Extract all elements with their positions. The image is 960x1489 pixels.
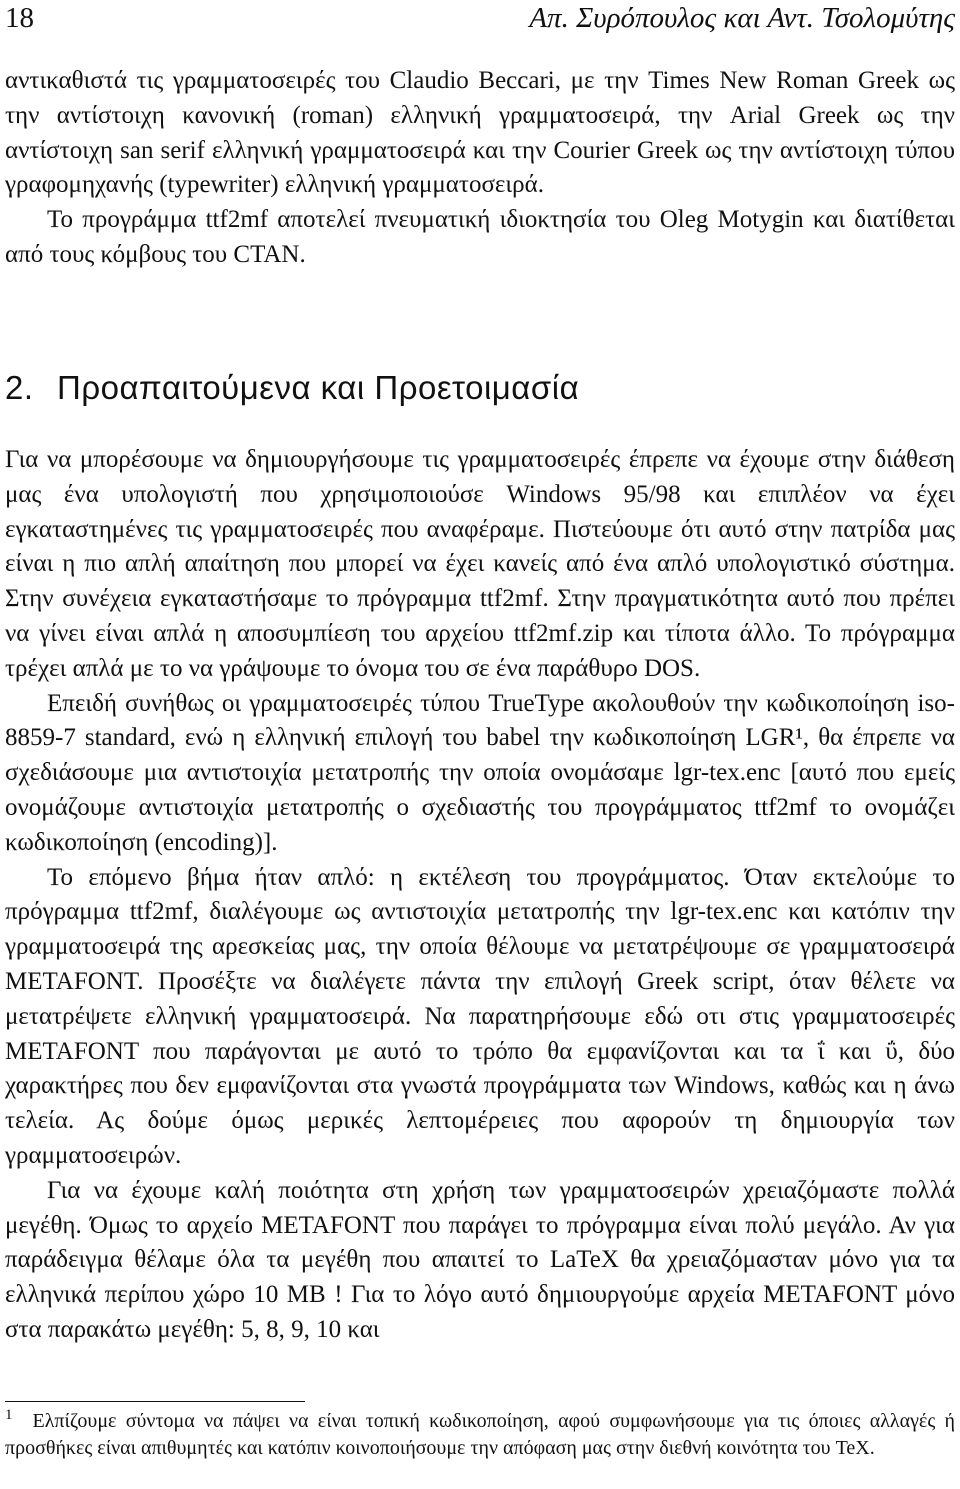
page-header [5,0,955,36]
paragraph-font-sizes: Για να έχουμε καλή ποιότητα στη χρήση των γραμματοσειρών χρειαζόμαστε πολλά μεγέθη. Όμως το αρχείο METAFONT που παράγει το πρόγραμμα είναι πολύ μεγάλο. Αν για παράδειγμα θέλαμε όλα τα μεγέθη που απαιτεί το LaTeX θα χρειαζόμασταν μόνο για τα ελληνικά περίπου χώρο 10 MB ! Για το λόγο αυτό δημιουργούμε αρχεία METAFONT μόνο στα παρακάτω μεγέθη: 5, 8, 9, 10 και [5,1176,955,1343]
section-number: 2. [5,369,34,406]
footnote [5,1408,955,1462]
footnotes [5,1408,955,1462]
intro-text [5,64,955,273]
running-head-authors: Απ. Συρόπουλος και Αντ. Τσολομύτης [529,2,955,34]
footnote-rule [5,1401,305,1402]
paragraph-encoding: Επειδή συνήθως οι γραμματοσειρές τύπου TrueType ακολουθούν την κωδικοποίηση iso-8859-7 standard, ενώ η ελληνική επιλογή του babel την κωδικοποίηση LGR¹, θα έπρεπε να σχεδιάσουμε μια αντιστοιχία μετατροπής την οποία ονομάσαμε lgr-tex.enc [αυτό που εμείς ονομάζουμε αντιστοιχία μετατροπής ο σχεδιαστής του προγράμματος ttf2mf το ονομάζει κωδικοποίηση (encoding)]. [5,689,955,856]
footnote-marker: 1 [5,1407,13,1423]
section-title: Προαπαιτούμενα και Προετοιμασία [57,369,580,406]
section-body [5,443,955,1348]
paragraph-continued: αντικαθιστά τις γραμματοσειρές του Claudio Beccari, με την Times New Roman Greek ως την αντίστοιχη κανονική (roman) ελληνική γραμματοσειρά, την Arial Greek ως την αντίστοιχη san serif ελληνική γραμματοσειρά και την Courier Greek ως την αντίστοιχη τύπου γραφομηχανής (typewriter) ελληνική γραμματοσειρά. [5,67,955,199]
paragraph-prerequisites: Για να μπορέσουμε να δημιουργήσουμε τις γραμματοσειρές έπρεπε να έχουμε στην διάθεση μας ένα υπολογιστή που χρησιμοποιούσε Windows 95/98 και επιπλέον να έχει εγκαταστημένες τις γραμματοσειρές που αναφέραμε. Πιστεύουμε ότι αυτό στην πατρίδα μας είναι η πιο απλή απαίτηση που μπορεί να έχει κανείς από ένα απλό υπολογιστικό σύστημα. Στην συνέχεια εγκαταστήσαμε το πρόγραμμα ttf2mf. Στην πραγματικότητα αυτό που πρέπει να γίνει είναι απλά η αποσυμπίεση του αρχείου ttf2mf.zip και τίποτα άλλο. Το πρόγραμμα τρέχει απλά με το να γράψουμε το όνομα του σε ένα παράθυρο DOS. [5,446,955,682]
paragraph-ttf2mf-credit: Το προγράμμα ttf2mf αποτελεί πνευματική ιδιοκτησία του Oleg Motygin και διατίθεται από τους κόμβους του CTAN. [5,206,955,268]
footnote-text: Ελπίζουμε σύντομα να πάψει να είναι τοπική κωδικοποίηση, αφού συμφωνήσουμε για τις όποιες αλλαγές ή προσθήκες είναι απιθυμητές και κατόπιν κοινοποιήσουμε την απόφαση μας στην διεθνή κοινότητα του TeX. [5,1410,955,1459]
page-number: 18 [5,2,34,34]
paragraph-next-step: Το επόμενο βήμα ήταν απλό: η εκτέλεση του προγράμματος. Όταν εκτελούμε το πρόγραμμα ttf2mf, διαλέγουμε ως αντιστοιχία μετατροπής την lgr-tex.enc και κατόπιν την γραμματοσειρά της αρεσκείας μας, την οποία θέλουμε να μετατρέψουμε σε γραμματοσειρά METAFONT. Προσέξτε να διαλέγετε πάντα την επιλογή Greek script, όταν θέλετε να μετατρέψετε ελληνική γραμματοσειρά. Να παρατηρήσουμε εδώ οτι στις γραμματοσειρές METAFONT που παράγονται με αυτό το τρόπο θα εμφανίζονται και τα ΐ και ΰ, δύο χαρακτήρες που δεν εμφανίζονται στα γνωστά προγράμματα των Windows, καθώς και η άνω τελεία. Ας δούμε όμως μερικές λεπτομέρειες που αφορούν τη δημιουργία των γραμματοσειρών. [5,863,955,1169]
section-heading [5,368,579,408]
